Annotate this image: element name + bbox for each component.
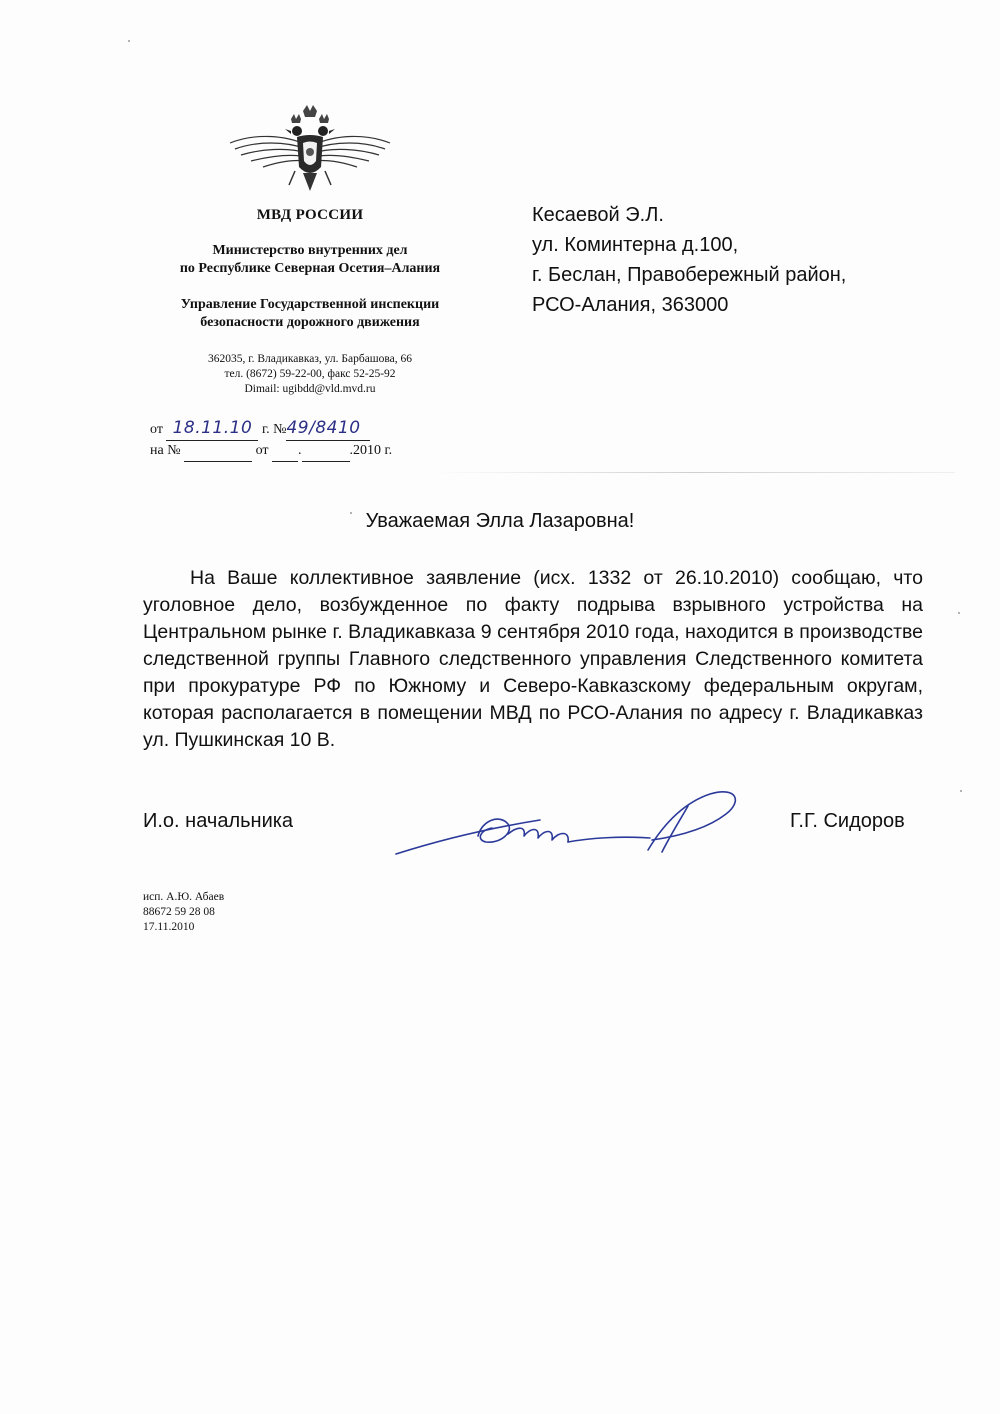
executor-date: 17.11.2010 — [143, 921, 195, 933]
executor-info — [143, 890, 224, 935]
recipient-city: г. Беслан, Правобережный район, — [532, 264, 847, 286]
salutation: Уважаемая Элла Лазаровна! — [365, 510, 635, 532]
double-headed-eagle-emblem-icon — [225, 105, 395, 197]
from-label: от — [150, 422, 163, 437]
reply-registration-line: на № от . .2010 г. — [150, 441, 392, 462]
reply-number-field — [184, 441, 252, 462]
registration-block — [150, 418, 392, 462]
signatory-title: И.о. начальника — [143, 810, 294, 832]
reply-from-label: от — [255, 443, 269, 458]
reply-day-field — [272, 441, 298, 462]
recipient-street: ул. Коминтерна д.100, — [532, 234, 739, 256]
handwritten-signature — [390, 780, 750, 860]
department-line: безопасности дорожного движения — [200, 315, 420, 330]
outgoing-number-field — [286, 418, 370, 441]
contact-block — [120, 352, 500, 397]
outgoing-date-field — [166, 418, 258, 441]
ministry-line: Министерство внутренних дел — [212, 243, 408, 258]
ministry-name — [120, 242, 500, 278]
outgoing-registration-line — [150, 418, 392, 441]
letter-body: На Ваше коллективное заявление (исх. 1332 от 26.10.2010) сообщаю, что уголовное дело, возбужденное по факту подрыва взрывного устройства на Центральном рынке г. Владикавказа 9 сентября 2010 года, находится в производстве следственной группы Главного следственного управления Следственного комитета при прокуратуре РФ по Южному и Северо-Кавказскому федеральным округам, которая располагается в помещении МВД по РСО-Алания по адресу г. Владикавказ ул. Пушкинская 10 В. — [143, 567, 923, 751]
email-address: Dimail: ugibdd@vld.mvd.ru — [244, 383, 376, 395]
reply-month-field — [302, 441, 350, 462]
ministry-line: по Республике Северная Осетия–Алания — [179, 261, 441, 276]
postal-address: 362035, г. Владикавказ, ул. Барбашова, 66 — [207, 353, 413, 365]
reply-year-suffix: .2010 г. — [349, 443, 393, 458]
recipient-name: Кесаевой Э.Л. — [532, 204, 664, 226]
org-title: МВД РОССИИ — [256, 207, 364, 223]
recipient-region: РСО-Алания, 363000 — [532, 294, 729, 316]
department-name — [120, 296, 500, 332]
phone-fax: тел. (8672) 59-22-00, факс 52-25-92 — [224, 368, 396, 380]
executor-phone: 88672 59 28 08 — [143, 906, 215, 918]
recipient-address — [532, 200, 846, 320]
outgoing-date-handwritten: 18.11.10 — [172, 418, 253, 438]
letterhead — [120, 105, 500, 397]
scan-speck — [128, 40, 130, 42]
scan-speck — [350, 512, 352, 514]
divider — [435, 472, 955, 473]
reply-number-label: на № — [150, 443, 181, 458]
department-line: Управление Государственной инспекции — [180, 297, 440, 312]
scan-speck — [960, 790, 962, 792]
scan-speck — [958, 612, 960, 614]
signatory-name: Г.Г. Сидоров — [790, 810, 905, 832]
executor-name: исп. А.Ю. Абаев — [143, 891, 225, 903]
number-label: г. № — [261, 422, 287, 437]
outgoing-number-handwritten: 49/8410 — [286, 418, 361, 438]
